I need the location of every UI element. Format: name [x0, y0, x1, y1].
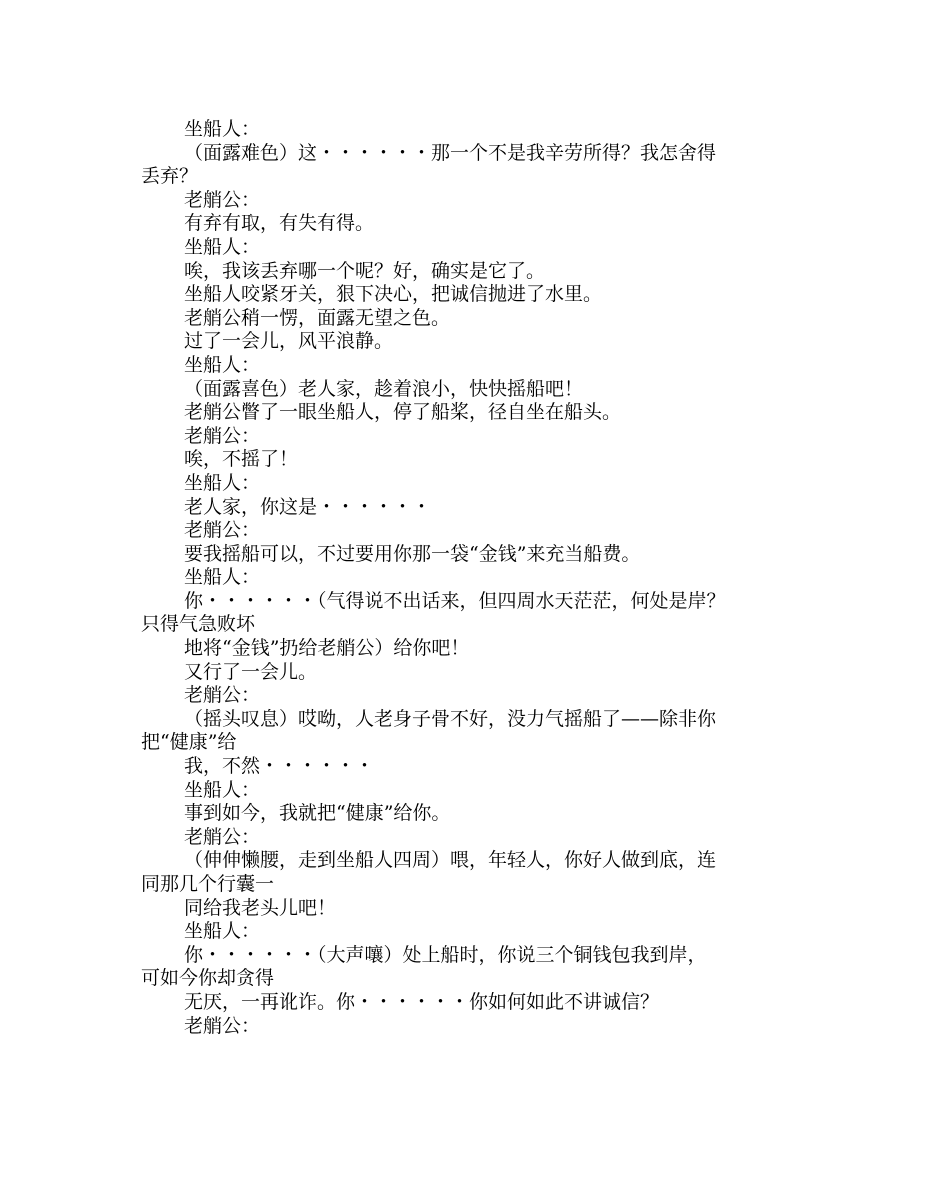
text-line: 老艄公： [184, 424, 261, 447]
text-line: 老艄公： [184, 188, 261, 211]
text-line: （面露喜色）老人家，趁着浪小，快快摇船吧！ [184, 377, 584, 400]
text-line: 坐船人： [184, 920, 261, 943]
text-line: 老艄公稍一愣，面露无望之色。 [184, 306, 451, 329]
text-line: 可如今你却贪得 [141, 967, 275, 990]
text-line: 我，不然・・・・・・ [184, 755, 375, 778]
text-line: 又行了一会儿。 [184, 660, 318, 683]
text-line: 老人家，你这是・・・・・・ [184, 495, 432, 518]
text-line: 唉，不摇了！ [184, 448, 299, 471]
text-line: 同给我老头儿吧！ [184, 896, 337, 919]
text-line: 过了一会儿，风平浪静。 [184, 330, 394, 353]
text-line: 有弃有取，有失有得。 [184, 212, 375, 235]
text-line: 只得气急败坏 [141, 613, 256, 636]
text-line: 坐船人： [184, 118, 261, 140]
text-line: 事到如今，我就把“健康”给你。 [184, 802, 451, 825]
text-line: 坐船人： [184, 778, 261, 801]
text-line: （面露难色）这・・・・・・那一个不是我辛劳所得？我怎舍得 [184, 141, 717, 164]
text-line: 老艄公瞥了一眼坐船人，停了船桨，径自坐在船头。 [184, 401, 622, 424]
text-line: 唉，我该丢弃哪一个呢？好，确实是它了。 [184, 259, 546, 282]
text-line: 要我摇船可以，不过要用你那一袋“金钱”来充当船费。 [184, 542, 641, 565]
text-line: （摇头叹息）哎呦，人老身子骨不好，没力气摇船了——除非你 [184, 707, 717, 730]
dialogue-text-block [141, 118, 831, 1038]
text-line: 你・・・・・・（气得说不出话来，但四周水天茫茫，何处是岸？ [184, 589, 726, 612]
text-line: 老艄公： [184, 519, 261, 542]
text-line: 坐船人咬紧牙关，狠下决心，把诚信抛进了水里。 [184, 283, 603, 306]
text-line: 地将“金钱”扔给老艄公）给你吧！ [184, 637, 470, 660]
text-line: 坐船人： [184, 235, 261, 258]
text-line: 丢弃？ [141, 165, 199, 188]
text-line: 坐船人： [184, 566, 261, 589]
text-line: 老艄公： [184, 684, 261, 707]
text-line: 坐船人： [184, 353, 261, 376]
text-line: 把“健康”给 [141, 731, 237, 754]
text-line: 无厌，一再讹诈。你・・・・・・你如何如此不讲诚信？ [184, 990, 660, 1013]
text-line: 你・・・・・・（大声嚷）处上船时，你说三个铜钱包我到岸， [184, 943, 707, 966]
text-line: 坐船人： [184, 471, 261, 494]
text-line: （伸伸懒腰，走到坐船人四周）喂，年轻人，你好人做到底，连 [184, 849, 717, 872]
text-line: 老艄公： [184, 825, 261, 848]
text-line: 同那几个行囊一 [141, 873, 275, 895]
text-line: 老艄公： [184, 1014, 261, 1037]
